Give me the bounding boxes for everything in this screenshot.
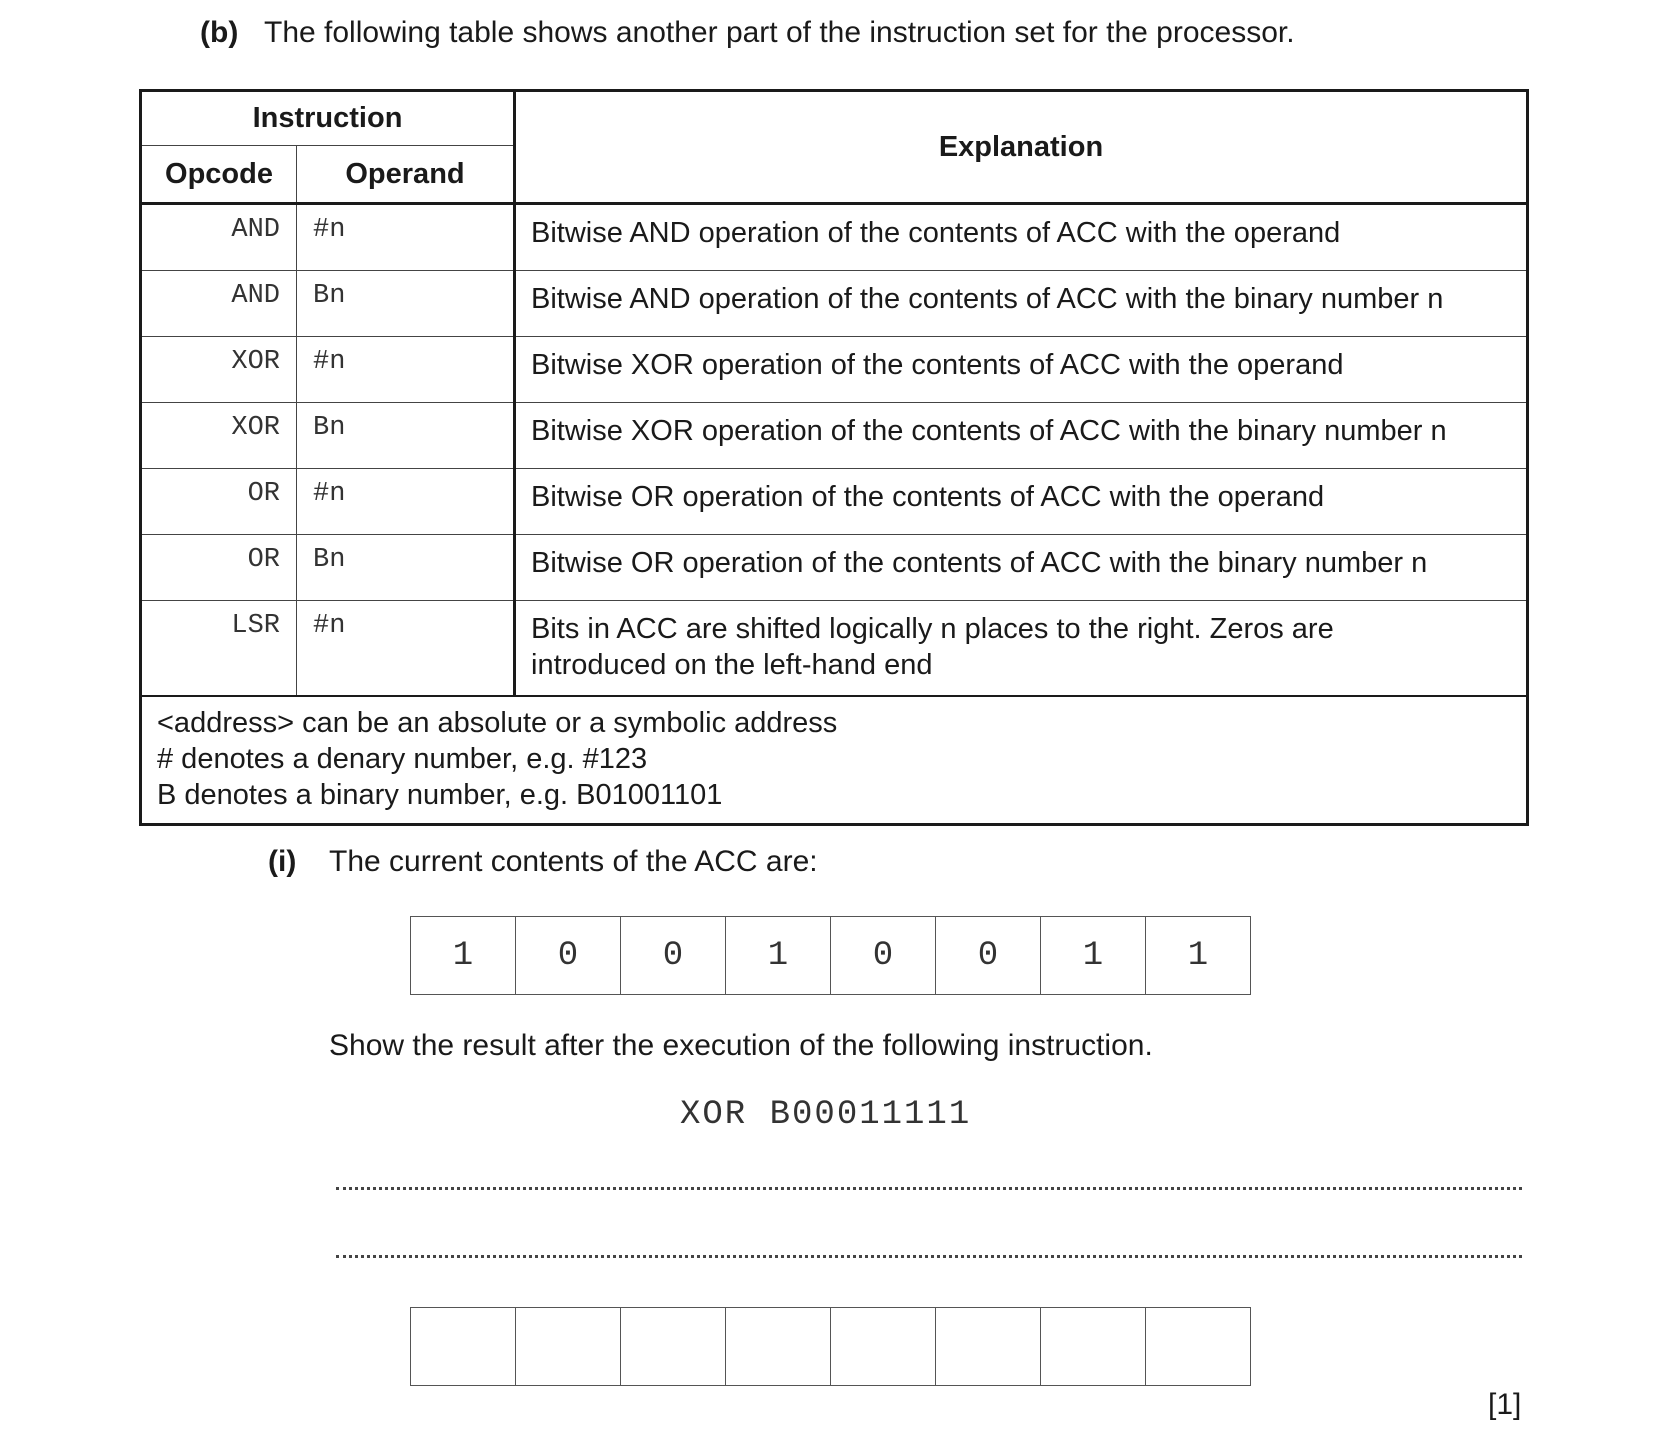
header-explanation: Explanation bbox=[515, 91, 1528, 204]
part-i-label: (i) bbox=[268, 845, 297, 878]
note-binary: B denotes a binary number, e.g. B01001101 bbox=[157, 779, 723, 811]
operand-cell: Bn bbox=[297, 271, 515, 337]
table-row bbox=[141, 469, 1528, 535]
explanation-cell bbox=[515, 601, 1528, 697]
header-operand: Operand bbox=[297, 146, 515, 204]
explanation-cell: Bitwise AND operation of the contents of ACC with the binary number n bbox=[515, 271, 1528, 337]
explanation-cell: Bitwise OR operation of the contents of ACC with the operand bbox=[515, 469, 1528, 535]
note-denary: # denotes a denary number, e.g. #123 bbox=[157, 743, 648, 775]
opcode-cell: AND bbox=[141, 271, 297, 337]
operand-cell: #n bbox=[297, 469, 515, 535]
note-address: <address> can be an absolute or a symbolic address bbox=[157, 707, 838, 739]
instruction-code: XOR B00011111 bbox=[680, 1096, 972, 1134]
table-row bbox=[141, 204, 1528, 271]
opcode-cell: OR bbox=[141, 469, 297, 535]
opcode-cell: XOR bbox=[141, 337, 297, 403]
explanation-line: introduced on the left-hand end bbox=[531, 649, 933, 681]
acc-bit: 0 bbox=[831, 917, 936, 994]
working-line-2[interactable] bbox=[336, 1255, 1522, 1258]
acc-bit: 1 bbox=[726, 917, 831, 994]
answer-bit-box[interactable] bbox=[1146, 1308, 1250, 1385]
acc-bit: 0 bbox=[621, 917, 726, 994]
answer-bit-box[interactable] bbox=[936, 1308, 1041, 1385]
table-row bbox=[141, 535, 1528, 601]
acc-bit: 1 bbox=[1187, 936, 1209, 975]
question-intro bbox=[200, 16, 1295, 50]
explanation-cell: Bitwise XOR operation of the contents of ACC with the operand bbox=[515, 337, 1528, 403]
opcode-cell: OR bbox=[141, 535, 297, 601]
part-i-text: The current contents of the ACC are: bbox=[329, 845, 818, 878]
answer-bit-box[interactable] bbox=[1041, 1308, 1146, 1385]
table-row bbox=[141, 601, 1528, 697]
explanation-cell: Bitwise AND operation of the contents of ACC with the operand bbox=[515, 204, 1528, 271]
working-line-1[interactable] bbox=[336, 1187, 1522, 1190]
question-text: The following table shows another part of the instruction set for the processor. bbox=[264, 16, 1295, 49]
answer-bit-box[interactable] bbox=[831, 1308, 936, 1385]
part-i-heading bbox=[268, 845, 818, 879]
operand-cell: #n bbox=[297, 337, 515, 403]
instruction-set-table bbox=[139, 89, 1529, 826]
opcode-cell: AND bbox=[141, 204, 297, 271]
header-instruction: Instruction bbox=[141, 91, 515, 146]
table-row bbox=[141, 337, 1528, 403]
answer-register-boxes bbox=[410, 1307, 1251, 1386]
acc-bit: 1 bbox=[1041, 917, 1146, 994]
answer-bit-box[interactable] bbox=[621, 1308, 726, 1385]
explanation-line: Bits in ACC are shifted logically n places to the right. Zeros are bbox=[531, 613, 1334, 645]
opcode-cell: XOR bbox=[141, 403, 297, 469]
answer-bit-box[interactable] bbox=[726, 1308, 831, 1385]
execution-prompt: Show the result after the execution of the following instruction. bbox=[329, 1029, 1153, 1062]
acc-bit: 0 bbox=[516, 917, 621, 994]
table-notes bbox=[141, 696, 1528, 825]
table-row bbox=[141, 271, 1528, 337]
explanation-cell: Bitwise OR operation of the contents of ACC with the binary number n bbox=[515, 535, 1528, 601]
opcode-cell: LSR bbox=[141, 601, 297, 697]
acc-register-boxes bbox=[410, 916, 1251, 995]
table-row bbox=[141, 403, 1528, 469]
acc-bit: 0 bbox=[936, 917, 1041, 994]
operand-cell: #n bbox=[297, 601, 515, 697]
header-opcode: Opcode bbox=[141, 146, 297, 204]
marks-label: [1] bbox=[1488, 1388, 1522, 1421]
answer-bit-box[interactable] bbox=[411, 1308, 516, 1385]
operand-cell: #n bbox=[297, 204, 515, 271]
operand-cell: Bn bbox=[297, 403, 515, 469]
answer-bit-box[interactable] bbox=[516, 1308, 621, 1385]
question-label: (b) bbox=[200, 16, 239, 49]
operand-cell: Bn bbox=[297, 535, 515, 601]
acc-bit: 1 bbox=[411, 917, 516, 994]
explanation-cell: Bitwise XOR operation of the contents of ACC with the binary number n bbox=[515, 403, 1528, 469]
